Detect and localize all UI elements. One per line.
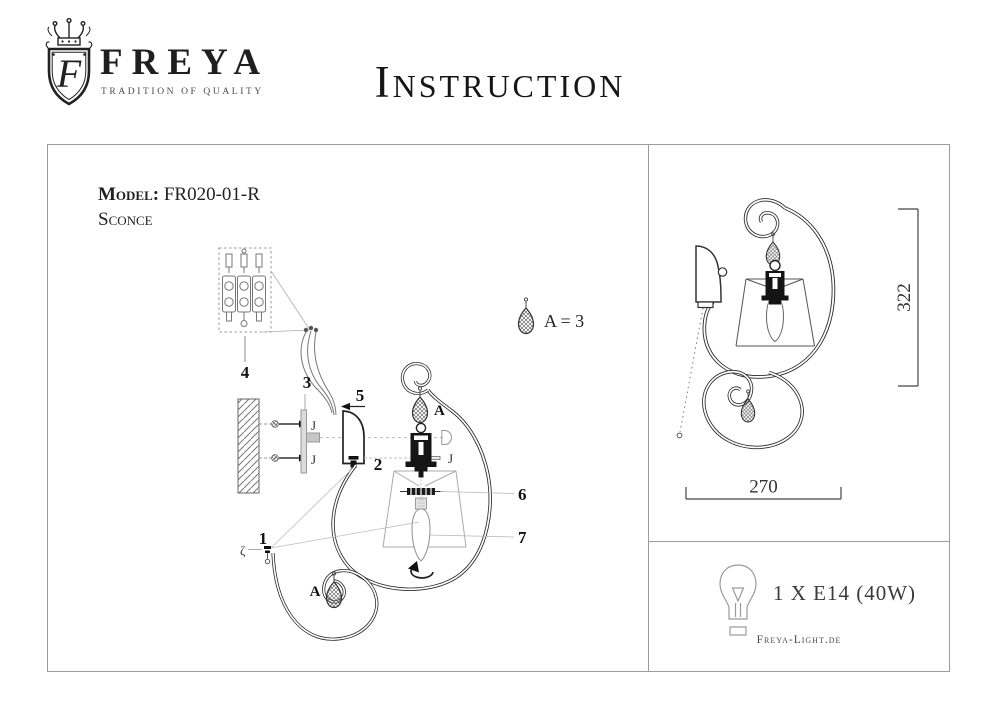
detail-leader-lines [260,271,310,332]
rotation-arrow [408,561,433,578]
supply-wires [301,326,336,415]
panel-divider [649,541,949,542]
dimensions-panel [649,145,949,671]
crown-icon [48,19,90,45]
brand-wordmark: FREYA [100,42,270,83]
lamp-socket [762,261,789,305]
hook-glyph-1: ζ [240,543,246,558]
part-label-3: 3 [302,373,312,392]
part-label-2: 2 [373,455,383,474]
crystal-marker-top: A [434,403,445,419]
wall-bracket [696,246,727,308]
crystal-drop-icon-top [766,233,780,265]
dim-width-label: 270 [749,476,778,498]
monogram-letter: F [56,51,82,96]
crystal-marker-bottom: A [309,584,321,600]
model-value: FR020-01-R [163,184,260,205]
lamp-socket [406,423,437,477]
screw-glyph-2: J [448,451,454,466]
page-title: Instruction [374,57,626,107]
bulb-spec: 1 X E14 (40W) [773,581,917,605]
content-frame [47,144,950,672]
wall-section [238,399,259,493]
product-type: Sconce [98,208,153,230]
backplate [343,411,364,468]
crystal-drop-icon-bottom [741,390,755,422]
model-label: Model: [98,184,160,205]
chain-end [677,433,682,438]
leader-6 [440,492,514,494]
candle-bulb [412,498,430,561]
screw-glyph-bottom: J [311,452,317,467]
screw-glyph-top: J [311,418,317,433]
chain-line [680,308,703,432]
assembly-diagram [48,145,649,671]
mounting-screw-top [259,421,308,428]
mounting-screw-bottom [259,455,308,462]
crystal-count-note: A = 3 [544,311,585,331]
bulb-icon [717,563,759,643]
brand-tagline: TRADITION OF QUALITY [101,87,264,97]
terminal-block-detail [219,248,271,332]
part-label-5: 5 [355,386,365,405]
part-label-7: 7 [518,528,527,547]
sconce-drawing [649,145,951,541]
website-text: Freya-Light.de [756,634,842,646]
lower-scroll [273,553,377,639]
shade-ring [400,488,442,495]
dim-height-label: 322 [894,283,915,312]
part-label-6: 6 [518,485,527,504]
leader-7 [430,535,514,537]
crystal-drop-icon-note [519,298,534,334]
part-label-4: 4 [240,363,250,382]
part-label-1: 1 [258,529,268,548]
assembly-panel [48,145,649,671]
